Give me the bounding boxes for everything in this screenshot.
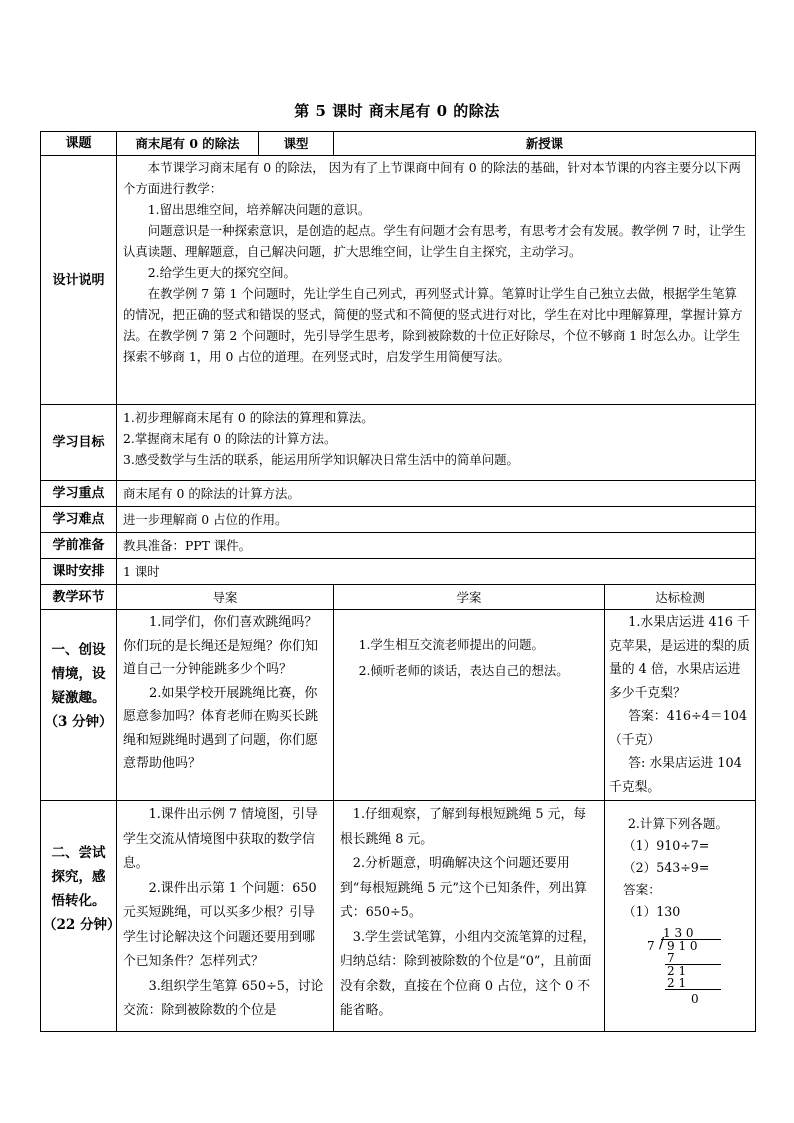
design-paragraph: 2.给学生更大的探究空间。 [147, 265, 296, 280]
stage1-guide-item: 1.同学们，你们喜欢跳绳吗？你们玩的是长绳还是短绳？你们知道自己一分钟能跳多少个吗？ [123, 615, 319, 677]
stage1-check-item: 答: 水果店运进 104 千克梨。 [609, 756, 742, 795]
prep-row [41, 533, 756, 559]
difficulty-row [41, 507, 756, 533]
stage2-check-item: （1）910÷7= [623, 838, 710, 853]
phase-header: 教学环节 [41, 585, 117, 610]
design-row [41, 156, 756, 405]
study-header: 学案 [334, 585, 605, 610]
schedule-value: 1 课时 [117, 559, 756, 585]
stage2-guide-item: 1.课件出示例 7 情境图，引导学生交流从情境图中获取的数学信息。 [123, 807, 318, 871]
stage1-study-item: 2.倾听老师的谈话，表达自己的想法。 [358, 663, 569, 678]
stage1-name-line: 情境，设 [51, 666, 106, 682]
stage2-guide-item: 2.课件出示第 1 个问题：650 元买短跳绳，可以买多少根？引导学生讨论解决这个问题还要用到哪个已知条件？怎样列式？ [123, 880, 317, 969]
goals-label: 学习目标 [41, 405, 117, 481]
stage1-name-line: 一、创设 [51, 642, 106, 658]
key-point-label: 学习重点 [41, 481, 117, 507]
goal-item: 3.感受数学与生活的联系，能运用所学知识解决日常生活中的简单问题。 [123, 452, 519, 467]
stage2-name-line: （22 分钟） [43, 917, 121, 933]
stage2-answer-first: （1）130 [623, 904, 681, 919]
stage2-name-line: 悟转化。 [51, 893, 106, 909]
stage2-check-title: 2.计算下列各题。 [627, 816, 729, 831]
step3-line [665, 989, 721, 990]
division-bracket: / [659, 934, 665, 952]
stage2-check-item: （2）543÷9= [623, 860, 710, 875]
prep-label: 学前准备 [41, 533, 117, 559]
stage1-row [41, 610, 756, 801]
stage2-phase [41, 801, 121, 1032]
topic-value: 商末尾有 0 的除法 [117, 132, 259, 156]
stage2-answer-label: 答案： [623, 882, 661, 897]
divisor-digit: 7 [647, 939, 655, 953]
stage1-name-line: （3 分钟） [44, 714, 113, 730]
design-paragraph: 问题意识是一种探索意识，是创造的起点。学生有问题才会有思考，有思考才会有发展。教学例 7 时，让学生认真读题、理解题意，自己解决问题，扩大思维空间，让学生自主探究，主动学习。 [123, 223, 746, 259]
goals-content [117, 405, 756, 481]
remainder-digit: 0 [691, 992, 699, 1006]
difficulty-label: 学习难点 [41, 507, 117, 533]
stage1-study-item: 1.学生相互交流老师提出的问题。 [358, 637, 544, 652]
stage1-check-item: 答案：416÷4＝104（千克） [609, 709, 748, 748]
key-point-row [41, 481, 756, 507]
quotient-digits: 1 3 0 [663, 926, 694, 940]
stage1-study [334, 610, 605, 801]
stage1-guide [117, 610, 334, 801]
stage2-name-line: 二、尝试 [51, 845, 106, 861]
lesson-plan-table [40, 131, 756, 1032]
stage2-study-item: 1.仔细观察，了解到每根短跳绳 5 元，每根长跳绳 8 元。 [340, 807, 587, 847]
design-content [117, 156, 756, 405]
stage1-check [605, 610, 756, 801]
schedule-row [41, 559, 756, 585]
stage2-guide-item: 3.组织学生笔算 650÷5，讨论交流：除到被除数的个位是 [123, 978, 324, 1018]
topic-label: 课题 [41, 132, 117, 156]
design-paragraph: 本节课学习商末尾有 0 的除法， 因为有了上节课商中间有 0 的除法的基础，针对本节课的内容主要分以下两个方面进行教学： [123, 160, 741, 196]
column-header-row [41, 585, 756, 610]
stage1-check-item: 1.水果店运进 416 千克苹果，是运进的梨的质量的 4 倍，水果店运进多少千克梨？ [609, 615, 750, 701]
stage2-study-item: 2.分析题意，明确解决这个问题还要用到“每根短跳绳 5 元”这个已知条件，列出算式：650÷5。 [340, 856, 587, 920]
topic-row [41, 132, 756, 156]
schedule-label: 课时安排 [41, 559, 117, 585]
stage1-phase [41, 610, 117, 801]
page-title: 第 5 课时 商末尾有 0 的除法 [294, 102, 500, 120]
difficulty-value: 进一步理解商 0 占位的作用。 [117, 507, 756, 533]
design-paragraph: 在教学例 7 第 1 个问题时，先让学生自己列式，再列竖式计算。笔算时让学生自己独立去做，根据学生笔算的情况，把正确的竖式和错误的竖式，简便的竖式和不简便的竖式进行对比，学生在对比中理解算理，掌握计算方法。在教学例 7 第 2 个问题时，先引导学生思考，除到被除数的十位正好除尽，个位不够商 1 时怎么办。让学生探索不够商 1，用 0 占位的道理。在列竖式时，启发学生用简便写法。 [123, 286, 743, 364]
design-label: 设计说明 [41, 156, 117, 405]
stage2-study [334, 801, 605, 1032]
long-division [647, 927, 747, 991]
goal-item: 2.掌握商末尾有 0 的除法的计算方法。 [123, 431, 337, 446]
stage1-name-line: 疑激趣。 [51, 690, 106, 706]
key-point-value: 商末尾有 0 的除法的计算方法。 [117, 481, 756, 507]
stage2-check [605, 801, 756, 1032]
design-paragraph: 1.留出思维空间，培养解决问题的意识。 [147, 202, 371, 217]
check-header: 达标检测 [605, 585, 756, 610]
guide-header: 导案 [117, 585, 334, 610]
step3-product: 2 1 [667, 976, 687, 990]
step1-product: 7 [667, 951, 675, 965]
type-label: 课型 [259, 132, 334, 156]
stage1-guide-item: 2.如果学校开展跳绳比赛，你愿意参加吗？体育老师在购买长跳绳和短跳绳时遇到了问题，你们愿意帮助他吗？ [123, 685, 319, 771]
stage2-study-item: 3.学生尝试笔算，小组内交流笔算的过程，归纳总结：除到被除数的个位是“0”，且前面没有余数，直接在个位商 0 占位，这个 0 不能省略。 [340, 929, 596, 1018]
stage2-name-line: 探究，感 [51, 869, 106, 885]
goals-row [41, 405, 756, 481]
type-value: 新授课 [334, 132, 756, 156]
stage2-row [41, 801, 756, 1032]
prep-value: 教具准备：PPT 课件。 [117, 533, 756, 559]
goal-item: 1.初步理解商末尾有 0 的除法的算理和算法。 [123, 410, 374, 425]
step2-partial: 2 1 [667, 964, 687, 978]
stage2-guide [117, 801, 334, 1032]
dividend-digits: 9 1 0 [667, 939, 698, 953]
